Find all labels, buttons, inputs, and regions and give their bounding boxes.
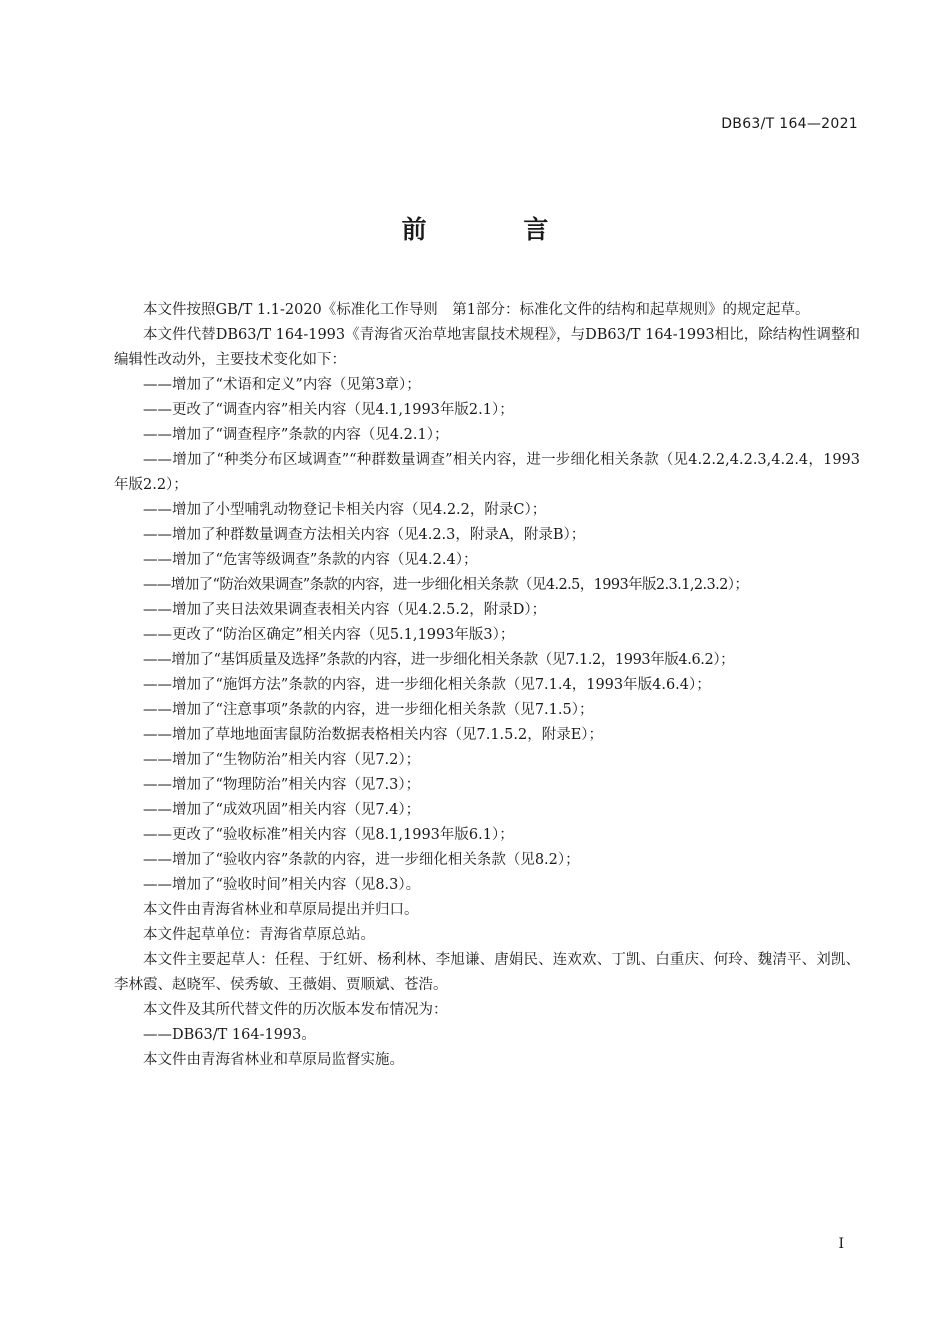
page-title: 前 言	[401, 215, 593, 244]
document-code: DB63/T 164—2021	[721, 116, 858, 132]
change-item: ——增加了夹日法效果调查表相关内容（见4.2.5.2，附录D）；	[143, 602, 547, 618]
change-item: ——增加了种群数量调查方法相关内容（见4.2.3，附录A，附录B）；	[143, 527, 586, 543]
change-item: ——增加了“施饵方法”条款的内容，进一步细化相关条款（见7.1.4，1993年版4.6.4）；	[143, 677, 711, 693]
paragraph: 本文件由青海省林业和草原局提出并归口。	[143, 902, 419, 918]
change-item: ——增加了“种类分布区域调查”“种群数量调查”相关内容，进一步细化相关条款（见4.2.2,4.2.3,4.2.4，1993年版2.2）；	[114, 452, 860, 493]
change-item: ——增加了“注意事项”条款的内容，进一步细化相关条款（见7.1.5）；	[143, 702, 594, 718]
paragraph: 本文件代替DB63/T 164-1993《青海省灭治草地害鼠技术规程》，与DB63/T 164-1993相比，除结构性调整和编辑性改动外，主要技术变化如下：	[114, 327, 860, 368]
change-item: ——更改了“防治区确定”相关内容（见5.1,1993年版3）；	[143, 627, 515, 643]
change-item: ——增加了小型哺乳动物登记卡相关内容（见4.2.2，附录C）；	[143, 502, 547, 518]
change-item: ——增加了“调查程序”条款的内容（见4.2.1）；	[143, 427, 449, 443]
change-item: ——增加了草地地面害鼠防治数据表格相关内容（见7.1.5.2，附录E）；	[143, 727, 604, 743]
page-number: I	[838, 1236, 844, 1252]
document-body	[114, 298, 860, 1073]
change-item: ——增加了“验收内容”条款的内容，进一步细化相关条款（见8.2）；	[143, 852, 580, 868]
history-item: ——DB63/T 164-1993。	[143, 1027, 316, 1043]
paragraph: 本文件按照GB/T 1.1-2020《标准化工作导则 第1部分：标准化文件的结构和起草规则》的规定起草。	[143, 302, 810, 318]
change-item: ——更改了“验收标准”相关内容（见8.1,1993年版6.1）；	[143, 827, 514, 843]
change-item: ——增加了“术语和定义”内容（见第3章）；	[143, 377, 421, 393]
change-item: ——增加了“生物防治”相关内容（见7.2）；	[143, 752, 421, 768]
change-item: ——增加了“基饵质量及选择”条款的内容，进一步细化相关条款（见7.1.2，1993年版4.6.2）；	[143, 652, 735, 668]
paragraph: 本文件主要起草人：任程、于红妍、杨利林、李旭谦、唐娟民、连欢欢、丁凯、白重庆、何玲、魏清平、刘凯、李林霞、赵晓军、侯秀敏、王薇娟、贾顺斌、苍浩。	[114, 952, 860, 993]
change-item: ——增加了“危害等级调查”条款的内容（见4.2.4）；	[143, 552, 478, 568]
change-item: ——增加了“验收时间”相关内容（见8.3）。	[143, 877, 421, 893]
paragraph: 本文件及其所代替文件的历次版本发布情况为：	[143, 1002, 448, 1018]
paragraph: 本文件由青海省林业和草原局监督实施。	[143, 1052, 404, 1068]
paragraph: 本文件起草单位：青海省草原总站。	[143, 927, 375, 943]
change-item: ——增加了“防治效果调查”条款的内容，进一步细化相关条款（见4.2.5，1993年版2.3.1,2.3.2）；	[143, 577, 749, 593]
change-item: ——增加了“物理防治”相关内容（见7.3）；	[143, 777, 421, 793]
change-item: ——更改了“调查内容”相关内容（见4.1,1993年版2.1）；	[143, 402, 514, 418]
change-item: ——增加了“成效巩固”相关内容（见7.4）；	[143, 802, 421, 818]
